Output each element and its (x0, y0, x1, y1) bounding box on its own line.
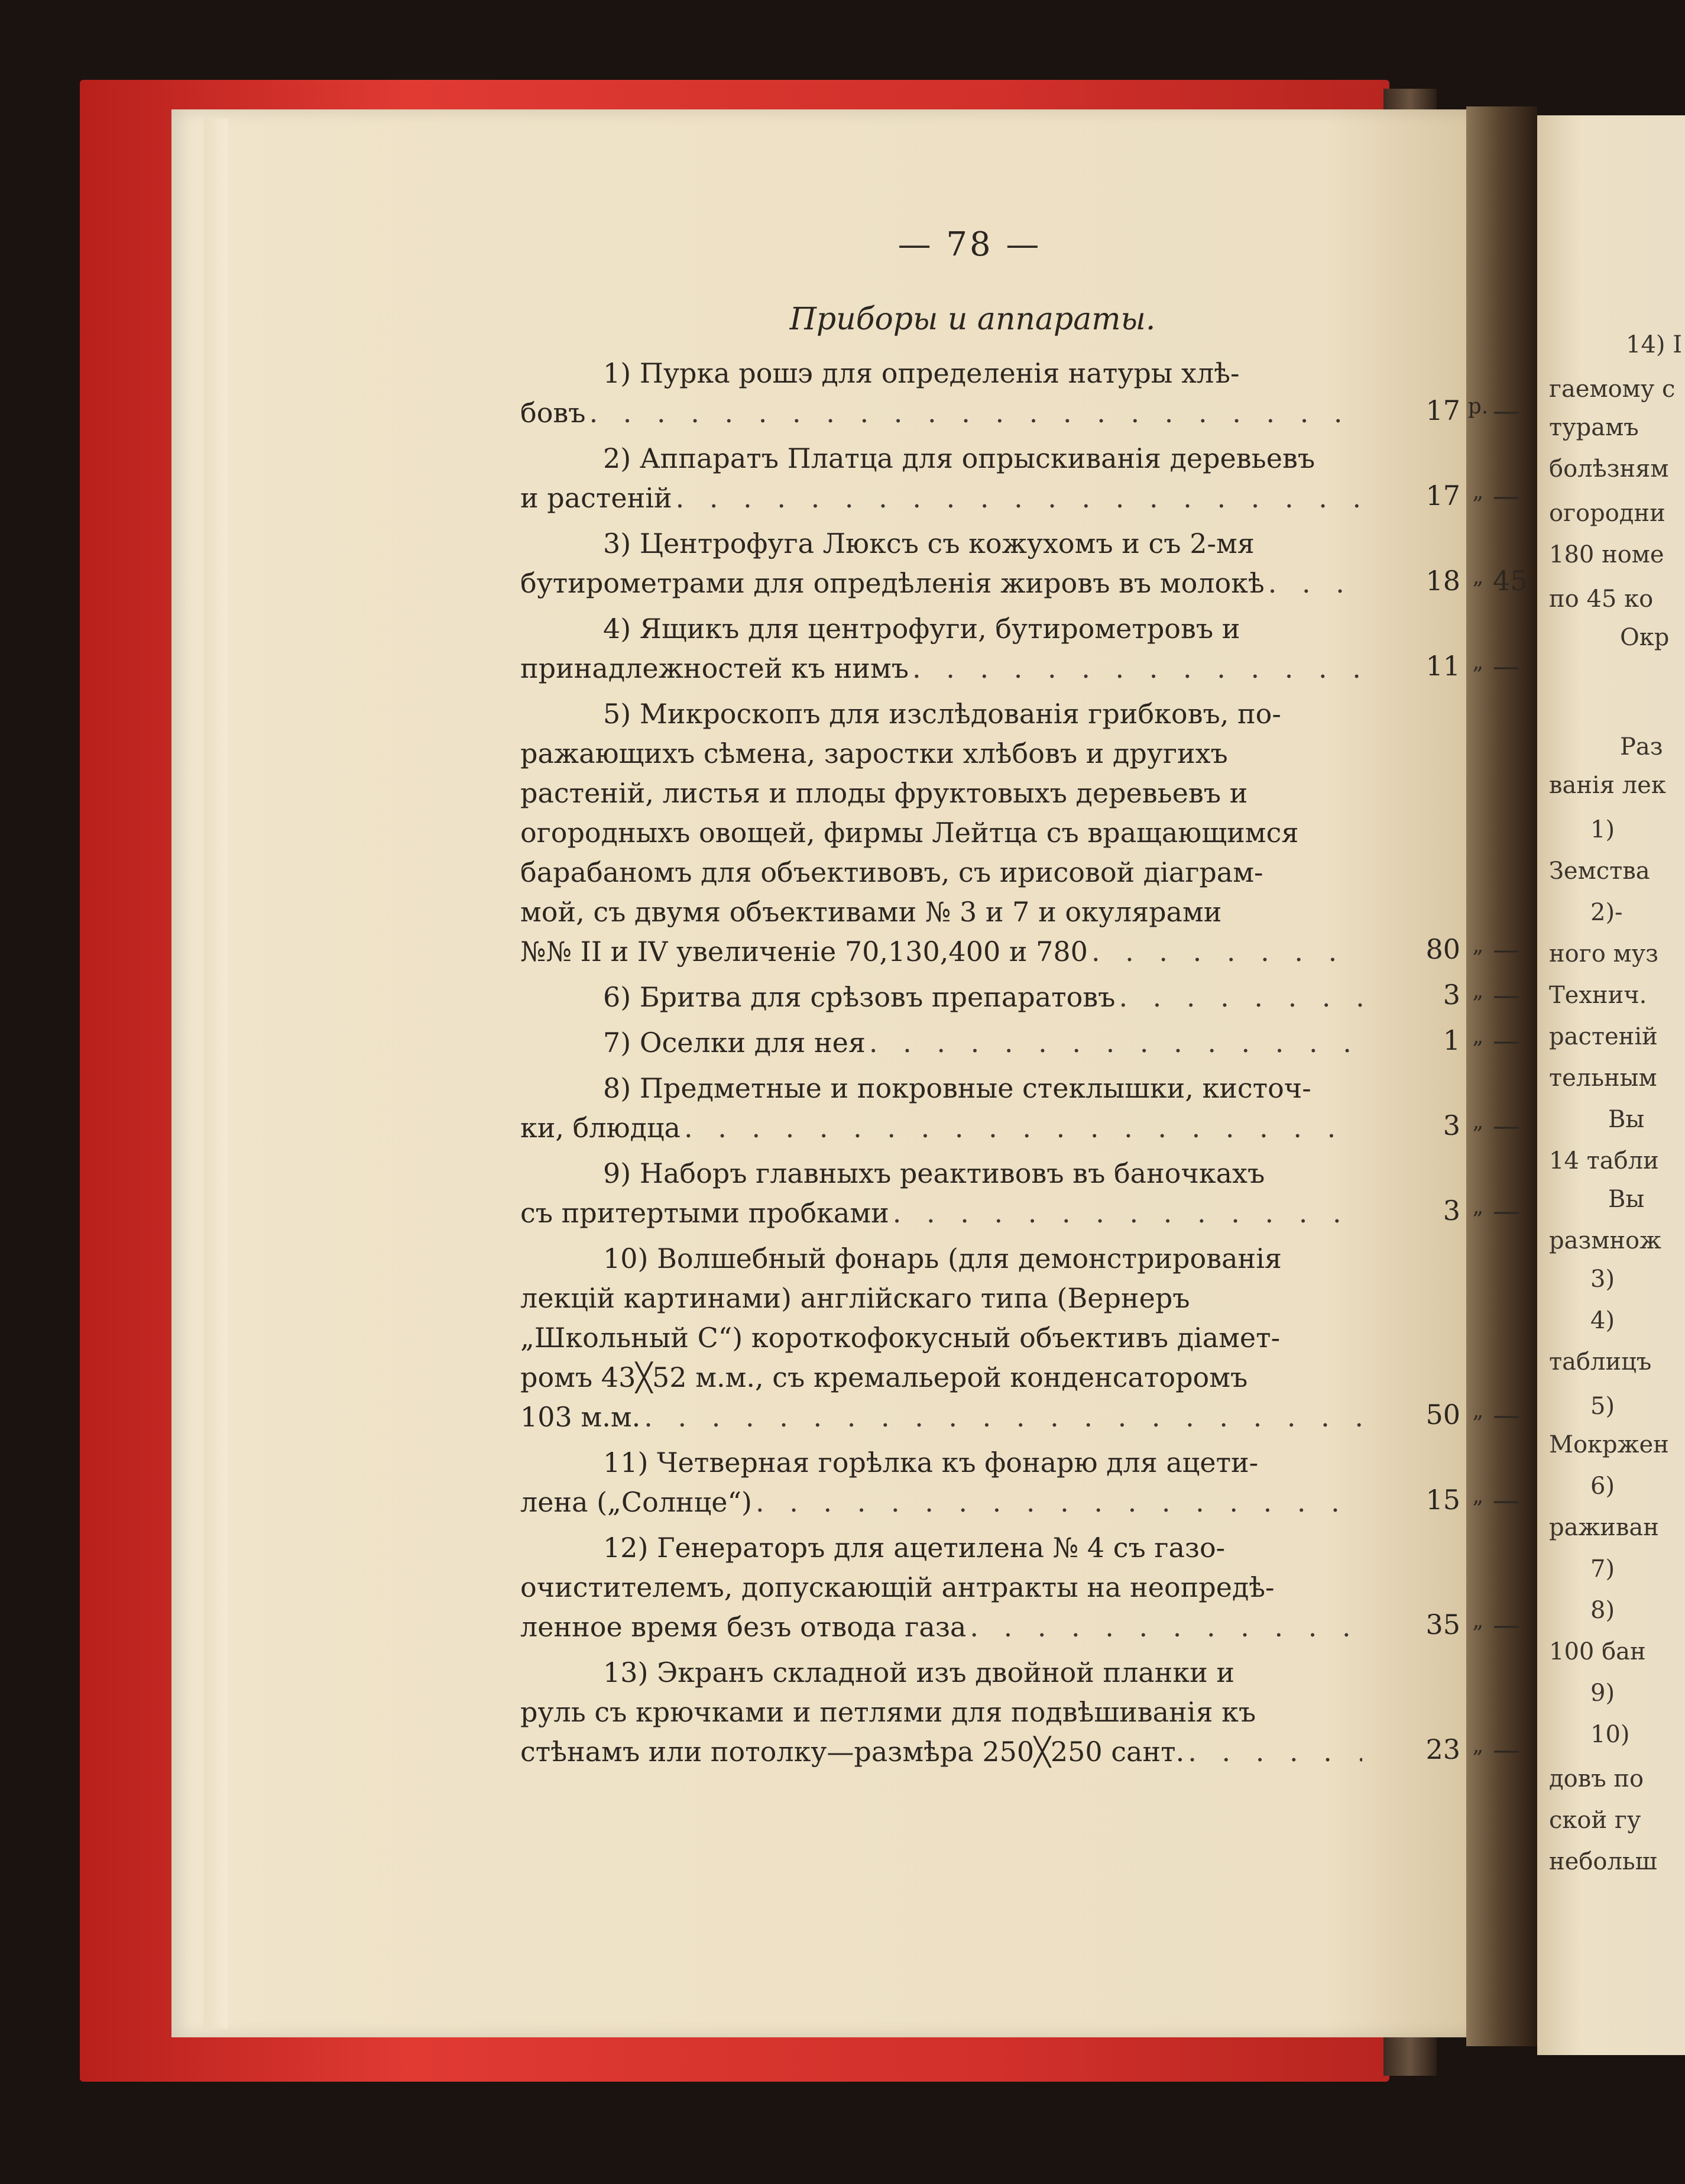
entry-text: 8) Предметные и покровные стеклышки, кисточ- (603, 1072, 1311, 1104)
price-currency-mark: „ (1472, 650, 1484, 674)
entry-text: 1) Пурка рошэ для определенія натуры хлѣ- (603, 357, 1240, 389)
price-kopecks: — (1493, 1195, 1520, 1227)
facing-page-line: 6) (1590, 1473, 1615, 1500)
list-item (520, 439, 1366, 518)
dot-leader (1119, 978, 1362, 1017)
price-rubles: 3 (1443, 1195, 1460, 1227)
price-rubles: 23 (1425, 1733, 1460, 1765)
price (1395, 1609, 1520, 1641)
price-currency-mark: „ (1472, 933, 1484, 957)
dot-leader (1268, 564, 1362, 603)
page-number: — 78 — (897, 225, 1042, 264)
entry-line (520, 1528, 1366, 1568)
facing-page-line: ного муз (1549, 940, 1658, 968)
list-item (520, 1528, 1366, 1647)
price-rubles: 18 (1425, 565, 1460, 597)
facing-page-line: размнож (1549, 1227, 1661, 1254)
dot-leader (589, 393, 1362, 433)
list-item (520, 694, 1366, 972)
price (1395, 1195, 1520, 1227)
price-list (520, 354, 1366, 1772)
entry-text: очистителемъ, допускающій антракты на неопредѣ- (520, 1571, 1275, 1603)
entry-line (520, 1154, 1366, 1193)
list-item (520, 354, 1366, 433)
facing-page-line: болѣзням (1549, 455, 1669, 483)
entry-text: 10) Волшебный фонарь (для демонстрированія (603, 1243, 1282, 1274)
price-kopecks: — (1493, 1733, 1520, 1765)
entry-text: 13) Экранъ складной изъ двойной планки и (603, 1656, 1235, 1688)
facing-page-line: огородни (1549, 500, 1665, 527)
entry-line (520, 393, 1366, 433)
price (1395, 650, 1520, 682)
facing-page-line: раживан (1549, 1514, 1659, 1541)
price-rubles: 3 (1443, 1109, 1460, 1141)
price-kopecks: — (1493, 480, 1520, 512)
entry-text: 103 м.м. (520, 1401, 641, 1433)
entry-line (520, 1279, 1366, 1318)
price-currency-mark: „ (1472, 1024, 1484, 1049)
price-currency-mark: „ (1472, 565, 1484, 589)
list-item (520, 1023, 1366, 1063)
facing-page-line: Мокржен (1549, 1431, 1669, 1458)
price (1395, 480, 1520, 512)
entry-text: съ притертыми пробками (520, 1197, 889, 1229)
price-rubles: 3 (1443, 979, 1460, 1011)
entry-text: ки, блюдца (520, 1112, 681, 1144)
dot-leader (676, 478, 1362, 518)
price-currency-mark: „ (1472, 1484, 1484, 1508)
facing-page-line: турамъ (1549, 414, 1639, 441)
facing-page-line: 8) (1590, 1597, 1615, 1624)
facing-page-line: Вы (1608, 1106, 1645, 1133)
entry-text: лекцій картинами) англійскаго типа (Вернеръ (520, 1282, 1190, 1314)
facing-page-line: 100 бан (1549, 1638, 1646, 1665)
price-rubles: 17 (1425, 480, 1460, 512)
facing-page-line: 180 номе (1549, 541, 1664, 568)
entry-line (520, 1607, 1366, 1647)
entry-text: 12) Генераторъ для ацетилена № 4 съ газо- (603, 1532, 1226, 1564)
entry-text: ражающихъ сѣмена, заростки хлѣбовъ и другихъ (520, 737, 1228, 769)
price-currency-mark: „ (1472, 1609, 1484, 1633)
price-kopecks: — (1493, 1484, 1520, 1516)
facing-page-line: Вы (1608, 1186, 1645, 1213)
price (1395, 1733, 1520, 1765)
entry-text: бутирометрами для опредѣленія жировъ въ молокѣ (520, 567, 1265, 599)
facing-page (1537, 115, 1685, 2055)
facing-page-line: таблицъ (1549, 1348, 1652, 1376)
entry-text: стѣнамъ или потолку—размѣра 250╳250 сант. (520, 1736, 1185, 1768)
entry-text: бовъ (520, 397, 586, 429)
price-rubles: 11 (1425, 650, 1460, 682)
entry-line (520, 734, 1366, 774)
entry-text: руль съ крючками и петлями для подвѣшиванія къ (520, 1696, 1256, 1728)
price (1395, 979, 1520, 1011)
facing-page-line: 4) (1590, 1307, 1615, 1334)
list-item (520, 1069, 1366, 1148)
price-rubles: 50 (1425, 1399, 1460, 1431)
dot-leader (893, 1193, 1362, 1233)
facing-page-line: Технич. (1549, 982, 1647, 1009)
entry-line (520, 1069, 1366, 1108)
entry-line (520, 978, 1366, 1017)
entry-line (520, 524, 1366, 564)
price-kopecks: — (1493, 933, 1520, 965)
price-kopecks: — (1493, 979, 1520, 1011)
entry-text: принадлежностей къ нимъ (520, 652, 909, 684)
price (1395, 933, 1520, 965)
page-edge (204, 118, 228, 2028)
price-currency-mark: „ (1472, 1195, 1484, 1219)
entry-line (520, 439, 1366, 478)
facing-page-line: 2)- (1590, 899, 1623, 926)
entry-text: ромъ 43╳52 м.м., съ кремальерой конденсаторомъ (520, 1361, 1248, 1393)
price-kopecks: — (1493, 1609, 1520, 1641)
dot-leader (912, 649, 1362, 688)
entry-text: и растеній (520, 482, 672, 514)
dot-leader (1188, 1732, 1362, 1772)
price (1395, 565, 1528, 597)
facing-page-line: 5) (1590, 1393, 1615, 1420)
price-kopecks: 45 (1493, 565, 1528, 597)
facing-page-line: тельным (1549, 1065, 1657, 1092)
entry-text: огородныхъ овощей, фирмы Лейтца съ вращающимся (520, 817, 1299, 849)
entry-text: 6) Бритва для срѣзовъ препаратовъ (603, 981, 1116, 1013)
price-kopecks: — (1493, 394, 1520, 426)
entry-line (520, 354, 1366, 393)
entry-line (520, 1443, 1366, 1483)
price-currency-mark: р. (1467, 394, 1489, 419)
entry-line (520, 1318, 1366, 1358)
entry-line (520, 1483, 1366, 1522)
price-kopecks: — (1493, 1109, 1520, 1141)
entry-line (520, 1693, 1366, 1732)
entry-line (520, 774, 1366, 813)
section-heading: Приборы и аппараты. (789, 302, 1156, 337)
entry-text: лена („Солнце“) (520, 1486, 752, 1518)
price-kopecks: — (1493, 1024, 1520, 1056)
facing-page-line: гаемому с (1549, 376, 1676, 403)
entry-text: 5) Микроскопъ для изслѣдованія грибковъ, по- (603, 698, 1281, 730)
price (1395, 394, 1520, 426)
entry-text: ленное время безъ отвода газа (520, 1611, 967, 1643)
price (1395, 1109, 1520, 1141)
entry-line (520, 478, 1366, 518)
price-rubles: 17 (1425, 394, 1460, 426)
entry-line (520, 564, 1366, 603)
list-item (520, 609, 1366, 688)
price-rubles: 80 (1425, 933, 1460, 965)
entry-line (520, 1732, 1366, 1772)
list-item (520, 1154, 1366, 1233)
price-currency-mark: „ (1472, 1733, 1484, 1758)
price (1395, 1024, 1520, 1056)
price-kopecks: — (1493, 1399, 1520, 1431)
facing-page-line: ской гу (1549, 1807, 1641, 1834)
facing-page-line: 7) (1590, 1555, 1615, 1583)
entry-text: барабаномъ для объективовъ, съ ирисовой діаграм- (520, 856, 1263, 888)
facing-page-line: 3) (1590, 1266, 1615, 1293)
entry-text: 3) Центрофуга Люксъ съ кожухомъ и съ 2-мя (603, 528, 1255, 559)
dot-leader (644, 1397, 1362, 1437)
list-item (520, 524, 1366, 603)
entry-line (520, 892, 1366, 932)
price-currency-mark: „ (1472, 979, 1484, 1003)
facing-page-line: по 45 ко (1549, 585, 1654, 613)
price-currency-mark: „ (1472, 1109, 1484, 1134)
price-currency-mark: „ (1472, 1399, 1484, 1423)
entry-text: 9) Наборъ главныхъ реактивовъ въ баночкахъ (603, 1157, 1265, 1189)
facing-page-line: довъ по (1549, 1765, 1644, 1793)
entry-line (520, 1568, 1366, 1607)
entry-text: 7) Оселки для нея (603, 1027, 866, 1059)
dot-leader (869, 1023, 1362, 1063)
price-rubles: 1 (1443, 1024, 1460, 1056)
facing-page-line: растеній (1549, 1023, 1658, 1050)
facing-page-line: 14 табли (1549, 1147, 1659, 1174)
price (1395, 1399, 1520, 1431)
entry-line (520, 1108, 1366, 1148)
entry-line (520, 1653, 1366, 1693)
entry-line (520, 609, 1366, 649)
facing-page-line: 1) (1590, 816, 1615, 843)
facing-page-line: небольш (1549, 1848, 1657, 1875)
facing-page-line: ванія лек (1549, 772, 1666, 799)
facing-page-line: Земства (1549, 858, 1650, 885)
list-item (520, 1239, 1366, 1437)
entry-line (520, 932, 1366, 972)
facing-page-line: Раз (1620, 733, 1663, 761)
page-content (520, 225, 1366, 1778)
dot-leader (970, 1607, 1362, 1647)
facing-page-line: 9) (1590, 1680, 1615, 1707)
entry-line (520, 813, 1366, 853)
entry-text: мой, съ двумя объективами № 3 и 7 и окулярами (520, 896, 1222, 928)
price (1395, 1484, 1520, 1516)
entry-text: 2) Аппаратъ Платца для опрыскиванія деревьевъ (603, 442, 1315, 474)
entry-text: 4) Ящикъ для центрофуги, бутирометровъ и (603, 613, 1240, 645)
list-item (520, 1653, 1366, 1772)
facing-page-line: Окр (1620, 624, 1670, 651)
entry-line (520, 694, 1366, 734)
entry-line (520, 649, 1366, 688)
dot-leader (1091, 932, 1362, 972)
entry-line (520, 853, 1366, 892)
price-rubles: 35 (1425, 1609, 1460, 1641)
entry-line (520, 1397, 1366, 1437)
dot-leader (684, 1108, 1362, 1148)
price-kopecks: — (1493, 650, 1520, 682)
entry-text: растеній, листья и плоды фруктовыхъ деревьевъ и (520, 777, 1248, 809)
facing-page-line: 10) (1590, 1721, 1630, 1748)
entry-text: №№ II и IV увеличеніе 70,130,400 и 780 (520, 936, 1088, 968)
entry-line (520, 1358, 1366, 1397)
entry-line (520, 1023, 1366, 1063)
entry-text: „Школьный С“) короткофокусный объективъ діамет- (520, 1322, 1281, 1354)
list-item (520, 978, 1366, 1017)
dot-leader (756, 1483, 1362, 1522)
price-rubles: 15 (1425, 1484, 1460, 1516)
list-item (520, 1443, 1366, 1522)
entry-text: 11) Четверная горѣлка къ фонарю для ацети- (603, 1447, 1259, 1478)
price-currency-mark: „ (1472, 480, 1484, 504)
entry-line (520, 1193, 1366, 1233)
entry-line (520, 1239, 1366, 1279)
facing-page-line: 14) I (1626, 331, 1683, 358)
